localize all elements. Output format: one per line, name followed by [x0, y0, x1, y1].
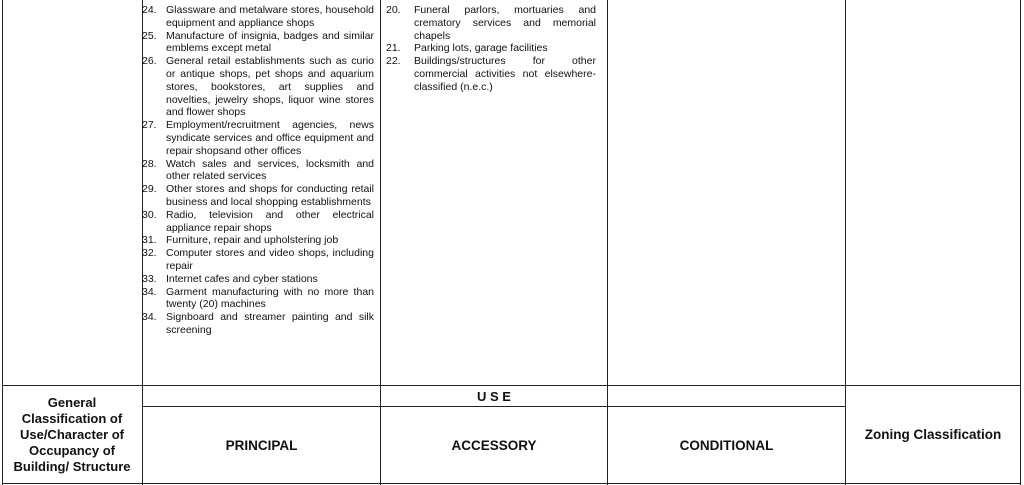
list-item: [142, 158, 374, 184]
list-item-text: Garment manufacturing with no more than twenty (20) machines: [166, 285, 374, 311]
conditional-header: CONDITIONAL: [679, 437, 774, 453]
list-item: [142, 209, 374, 235]
principal-header: PRINCIPAL: [225, 437, 298, 453]
list-item: [142, 4, 374, 30]
accessory-header: ACCESSORY: [451, 437, 537, 453]
list-item-text: General retail establishments such as curio or antique shops, pet shops and aquarium stores, bookstores, art supplies and novelties, jewelry shops, liquor wine stores and flower shops: [166, 55, 374, 119]
list-item-text: Parking lots, garage facilities: [414, 42, 548, 55]
list-item-number: 33.: [142, 272, 157, 285]
list-item-number: 29.: [142, 183, 157, 196]
list-item-number: 32.: [142, 247, 157, 260]
table-border-right: [1020, 0, 1021, 485]
list-item-text: Internet cafes and cyber stations: [166, 272, 318, 285]
list-item: [386, 4, 596, 42]
principal-uses-list: [142, 4, 374, 337]
list-item-text: Computer stores and video shops, including repair: [166, 247, 374, 272]
list-item-text: Employment/recruitment agencies, news syndicate services and office equipment and repair shopsand other offices: [166, 119, 374, 157]
list-item-number: 30.: [142, 208, 157, 221]
list-item-text: Manufacture of insignia, badges and similar emblems except metal: [166, 29, 374, 55]
list-item: [142, 247, 374, 273]
list-item-number: 24.: [142, 4, 157, 16]
list-item-text: Glassware and metalware stores, household equipment and appliance shops: [166, 4, 374, 29]
list-item: [386, 42, 596, 55]
list-item: [142, 286, 374, 312]
list-item-number: 34.: [142, 311, 157, 324]
list-item-text: Other stores and shops for conducting retail business and local shopping establishments: [166, 183, 374, 208]
list-item: [142, 273, 374, 286]
list-item-text: Buildings/structures for other commercial activities not elsewhere-classified (n.e.c.): [414, 55, 596, 93]
list-item: [142, 311, 374, 337]
list-item: [142, 119, 374, 157]
list-item-number: 34.: [142, 285, 157, 298]
list-item: [386, 55, 596, 93]
table-border-bottom: [2, 483, 1021, 484]
use-header: U S E: [477, 388, 511, 404]
list-item-text: Furniture, repair and upholstering job: [166, 234, 339, 247]
list-item-text: Watch sales and services, locksmith and other related services: [166, 157, 374, 183]
list-item-number: 28.: [142, 157, 157, 170]
list-item-text: Funeral parlors, mortuaries and crematory services and memorial chapels: [414, 4, 596, 42]
list-item-number: 21.: [386, 42, 401, 55]
list-item-number: 25.: [142, 29, 157, 42]
list-item-number: 26.: [142, 55, 157, 68]
table-border-left: [2, 0, 3, 485]
accessory-uses-list: [386, 4, 596, 94]
general-classification-header: General Classification of Use/Character of Occupancy of Building/ Structure: [13, 395, 131, 474]
list-item-text: Radio, television and other electrical appliance repair shops: [166, 208, 374, 234]
zoning-classification-header: Zoning Classification: [864, 427, 1002, 442]
list-item: [142, 30, 374, 56]
list-item-text: Signboard and streamer painting and silk screening: [166, 311, 374, 336]
list-item-number: 27.: [142, 119, 157, 132]
list-item-number: 31.: [142, 234, 157, 247]
list-item: [142, 234, 374, 247]
list-item-number: 20.: [386, 4, 401, 16]
list-item: [142, 55, 374, 119]
list-item: [142, 183, 374, 209]
list-item-number: 22.: [386, 55, 401, 68]
